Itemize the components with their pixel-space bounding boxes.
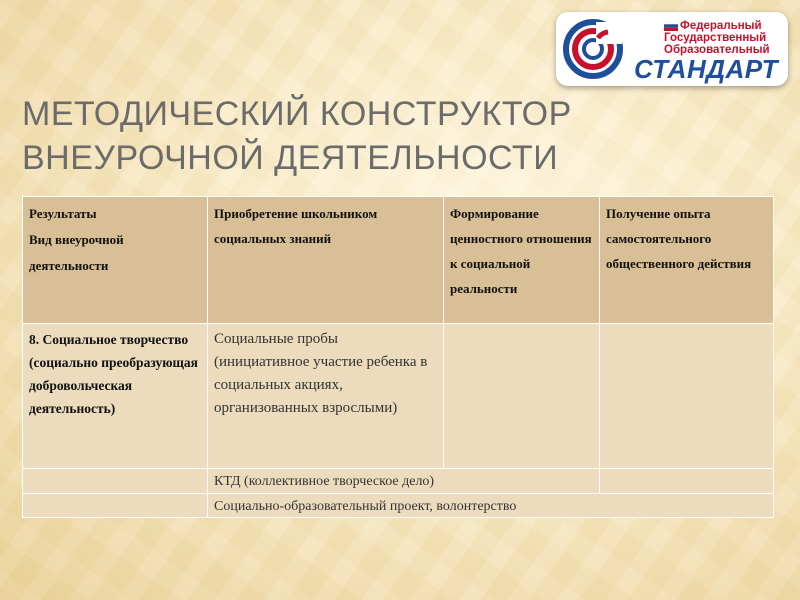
slide-title	[22, 92, 662, 180]
table-row	[23, 494, 774, 518]
table-row	[23, 469, 774, 494]
russian-flag-icon	[664, 21, 678, 31]
row-ktd-cell: КТД (коллективное творческое дело)	[208, 469, 600, 494]
row-ktd-empty-cell-1	[23, 469, 208, 494]
row-activity-type-cell: 8. Социальное творчество (социально преобразующая добровольческая деятельность)	[23, 324, 208, 469]
header-activity-type-label-2: деятельности	[29, 258, 109, 273]
fgos-emblem-icon	[562, 18, 624, 80]
slide-title-line-1: МЕТОДИЧЕСКИЙ КОНСТРУКТОР	[22, 95, 572, 133]
logo-wordmark: СТАНДАРТ	[634, 54, 779, 84]
header-results-label: Результаты	[29, 206, 97, 221]
row-project-empty-cell-1	[23, 494, 208, 518]
header-value-attitude-cell: Формирование ценностного отношения к социальной реальности	[444, 197, 600, 324]
row-empty-cell-4	[600, 324, 774, 469]
row-social-trials-cell: Социальные пробы (инициативное участие ребенка в социальных акциях, организованных взрослыми)	[208, 324, 444, 469]
slide-title-line-2: ВНЕУРОЧНОЙ ДЕЯТЕЛЬНОСТИ	[22, 139, 559, 177]
row-ktd-empty-cell-4	[600, 469, 774, 494]
table-header-row	[23, 197, 774, 324]
logo-line-educational: Образовательный	[664, 44, 770, 56]
fgos-logo	[556, 12, 788, 86]
row-empty-cell-3	[444, 324, 600, 469]
methodical-table	[22, 196, 774, 518]
header-social-action-cell: Получение опыта самостоятельного общественного действия	[600, 197, 774, 324]
header-activity-type-label-1: Вид внеурочной	[29, 232, 124, 247]
logo-line-state: Государственный	[664, 32, 767, 44]
row-project-cell: Социально-образовательный проект, волонтерство	[208, 494, 774, 518]
header-social-knowledge-cell: Приобретение школьником социальных знаний	[208, 197, 444, 324]
logo-line-federal: Федеральный	[680, 20, 762, 32]
header-results-cell	[23, 197, 208, 324]
table-row	[23, 324, 774, 469]
